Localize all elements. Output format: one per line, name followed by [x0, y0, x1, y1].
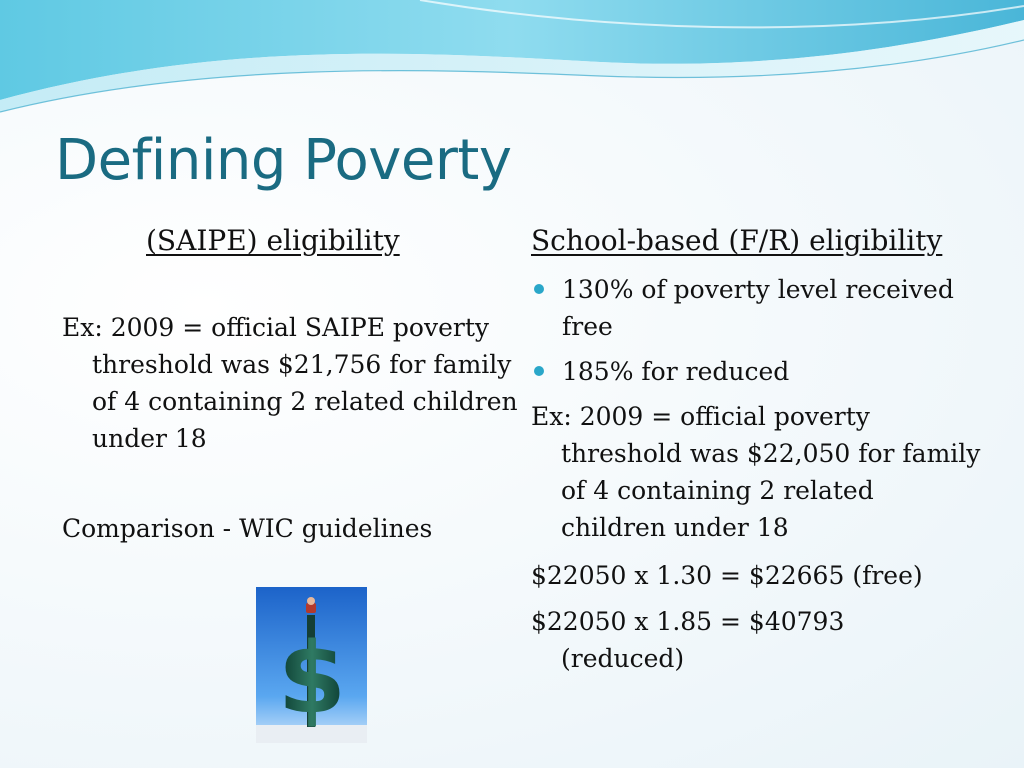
bullet-text: 130% of poverty level received free [562, 275, 954, 341]
left-example-text: Ex: 2009 = official SAIPE poverty threshold was $21,756 for family of 4 containing 2 related children under 18 [62, 313, 518, 453]
left-column-heading: (SAIPE) eligibility [146, 224, 400, 257]
slide-title: Defining Poverty [55, 128, 512, 193]
bullet-item-reduced [531, 353, 1002, 390]
bullet-icon [534, 284, 544, 294]
calc-free-text: $22050 x 1.30 = $22665 (free) [531, 561, 923, 590]
header-wave-decoration [0, 0, 1024, 120]
dollar-sign-icon [256, 587, 367, 743]
bullet-text: 185% for reduced [562, 357, 790, 386]
left-comparison-text: Comparison - WIC guidelines [62, 514, 433, 543]
right-example-text: Ex: 2009 = official poverty threshold was $22,050 for family of 4 containing 2 related children under 18 [531, 402, 981, 542]
calc-reduced-text: $22050 x 1.85 = $40793 (reduced) [531, 607, 845, 673]
bullet-item-free [531, 271, 1002, 345]
right-column-heading: School-based (F/R) eligibility [531, 224, 943, 257]
bullet-icon [534, 366, 544, 376]
svg-text:$: $ [277, 622, 347, 736]
